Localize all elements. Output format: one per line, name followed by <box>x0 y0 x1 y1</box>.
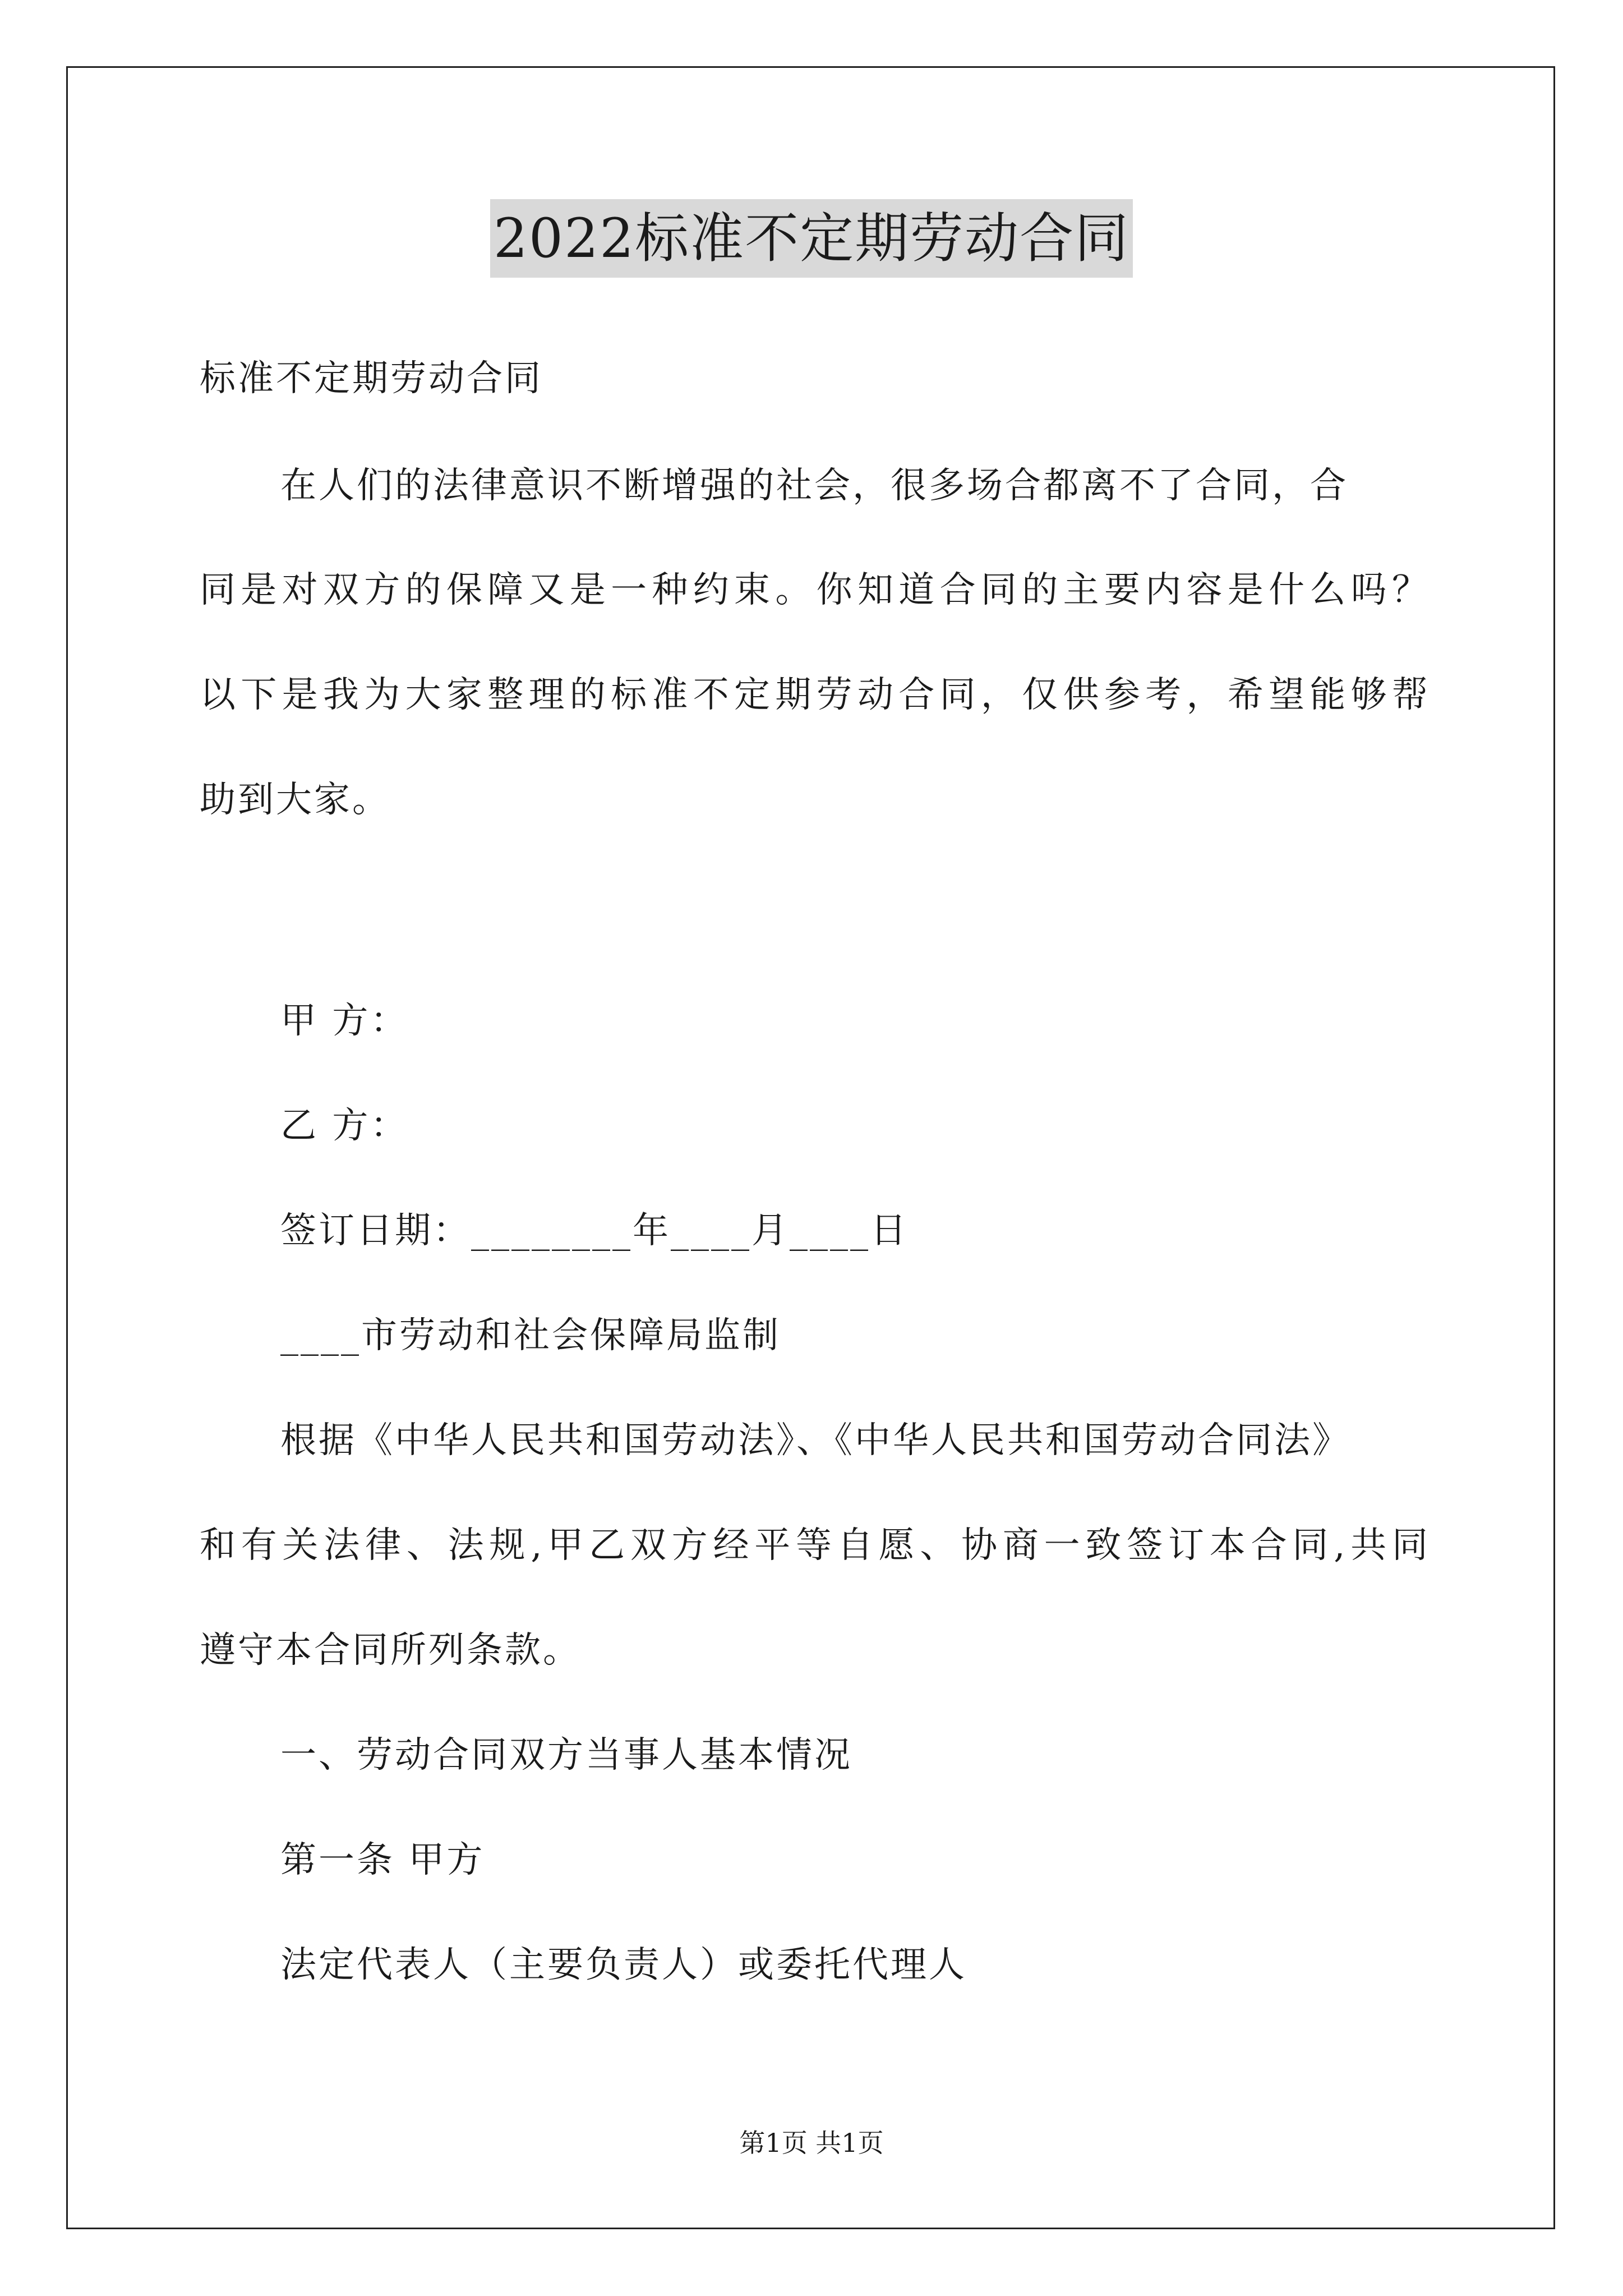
basis-line-2: 和有关法律、法规,甲乙双方经平等自愿、协商一致签订本合同,共同 <box>200 1525 1428 1566</box>
intro-line-2: 同是对双方的保障又是一种约束。你知道合同的主要内容是什么吗？ <box>200 569 1428 611</box>
signing-date-line: 签订日期：________年____月____日 <box>280 1210 909 1251</box>
party-b-line: 乙 方： <box>280 1105 409 1147</box>
document-title: 2022标准不定期劳动合同 <box>490 199 1133 278</box>
page-footer: 第1页 共1页 <box>739 2128 884 2158</box>
title-container <box>0 199 1623 278</box>
article-one-line: 第一条 甲方 <box>280 1839 485 1881</box>
section-heading: 一、劳动合同双方当事人基本情况 <box>280 1734 852 1776</box>
basis-line-1: 根据《中华人民共和国劳动法》、《中华人民共和国劳动合同法》 <box>280 1420 1350 1461</box>
basis-line-3: 遵守本合同所列条款。 <box>200 1630 581 1671</box>
intro-line-1: 在人们的法律意识不断增强的社会，很多场合都离不了合同，合 <box>280 465 1348 507</box>
subtitle-line: 标准不定期劳动合同 <box>200 358 543 399</box>
party-a-line: 甲 方： <box>280 1000 409 1042</box>
intro-line-4: 助到大家。 <box>200 779 390 821</box>
legal-rep-line: 法定代表人（主要负责人）或委托代理人 <box>280 1944 967 1986</box>
intro-line-3: 以下是我为大家整理的标准不定期劳动合同，仅供参考，希望能够帮 <box>200 674 1428 716</box>
supervisor-line: ____市劳动和社会保障局监制 <box>280 1315 781 1356</box>
